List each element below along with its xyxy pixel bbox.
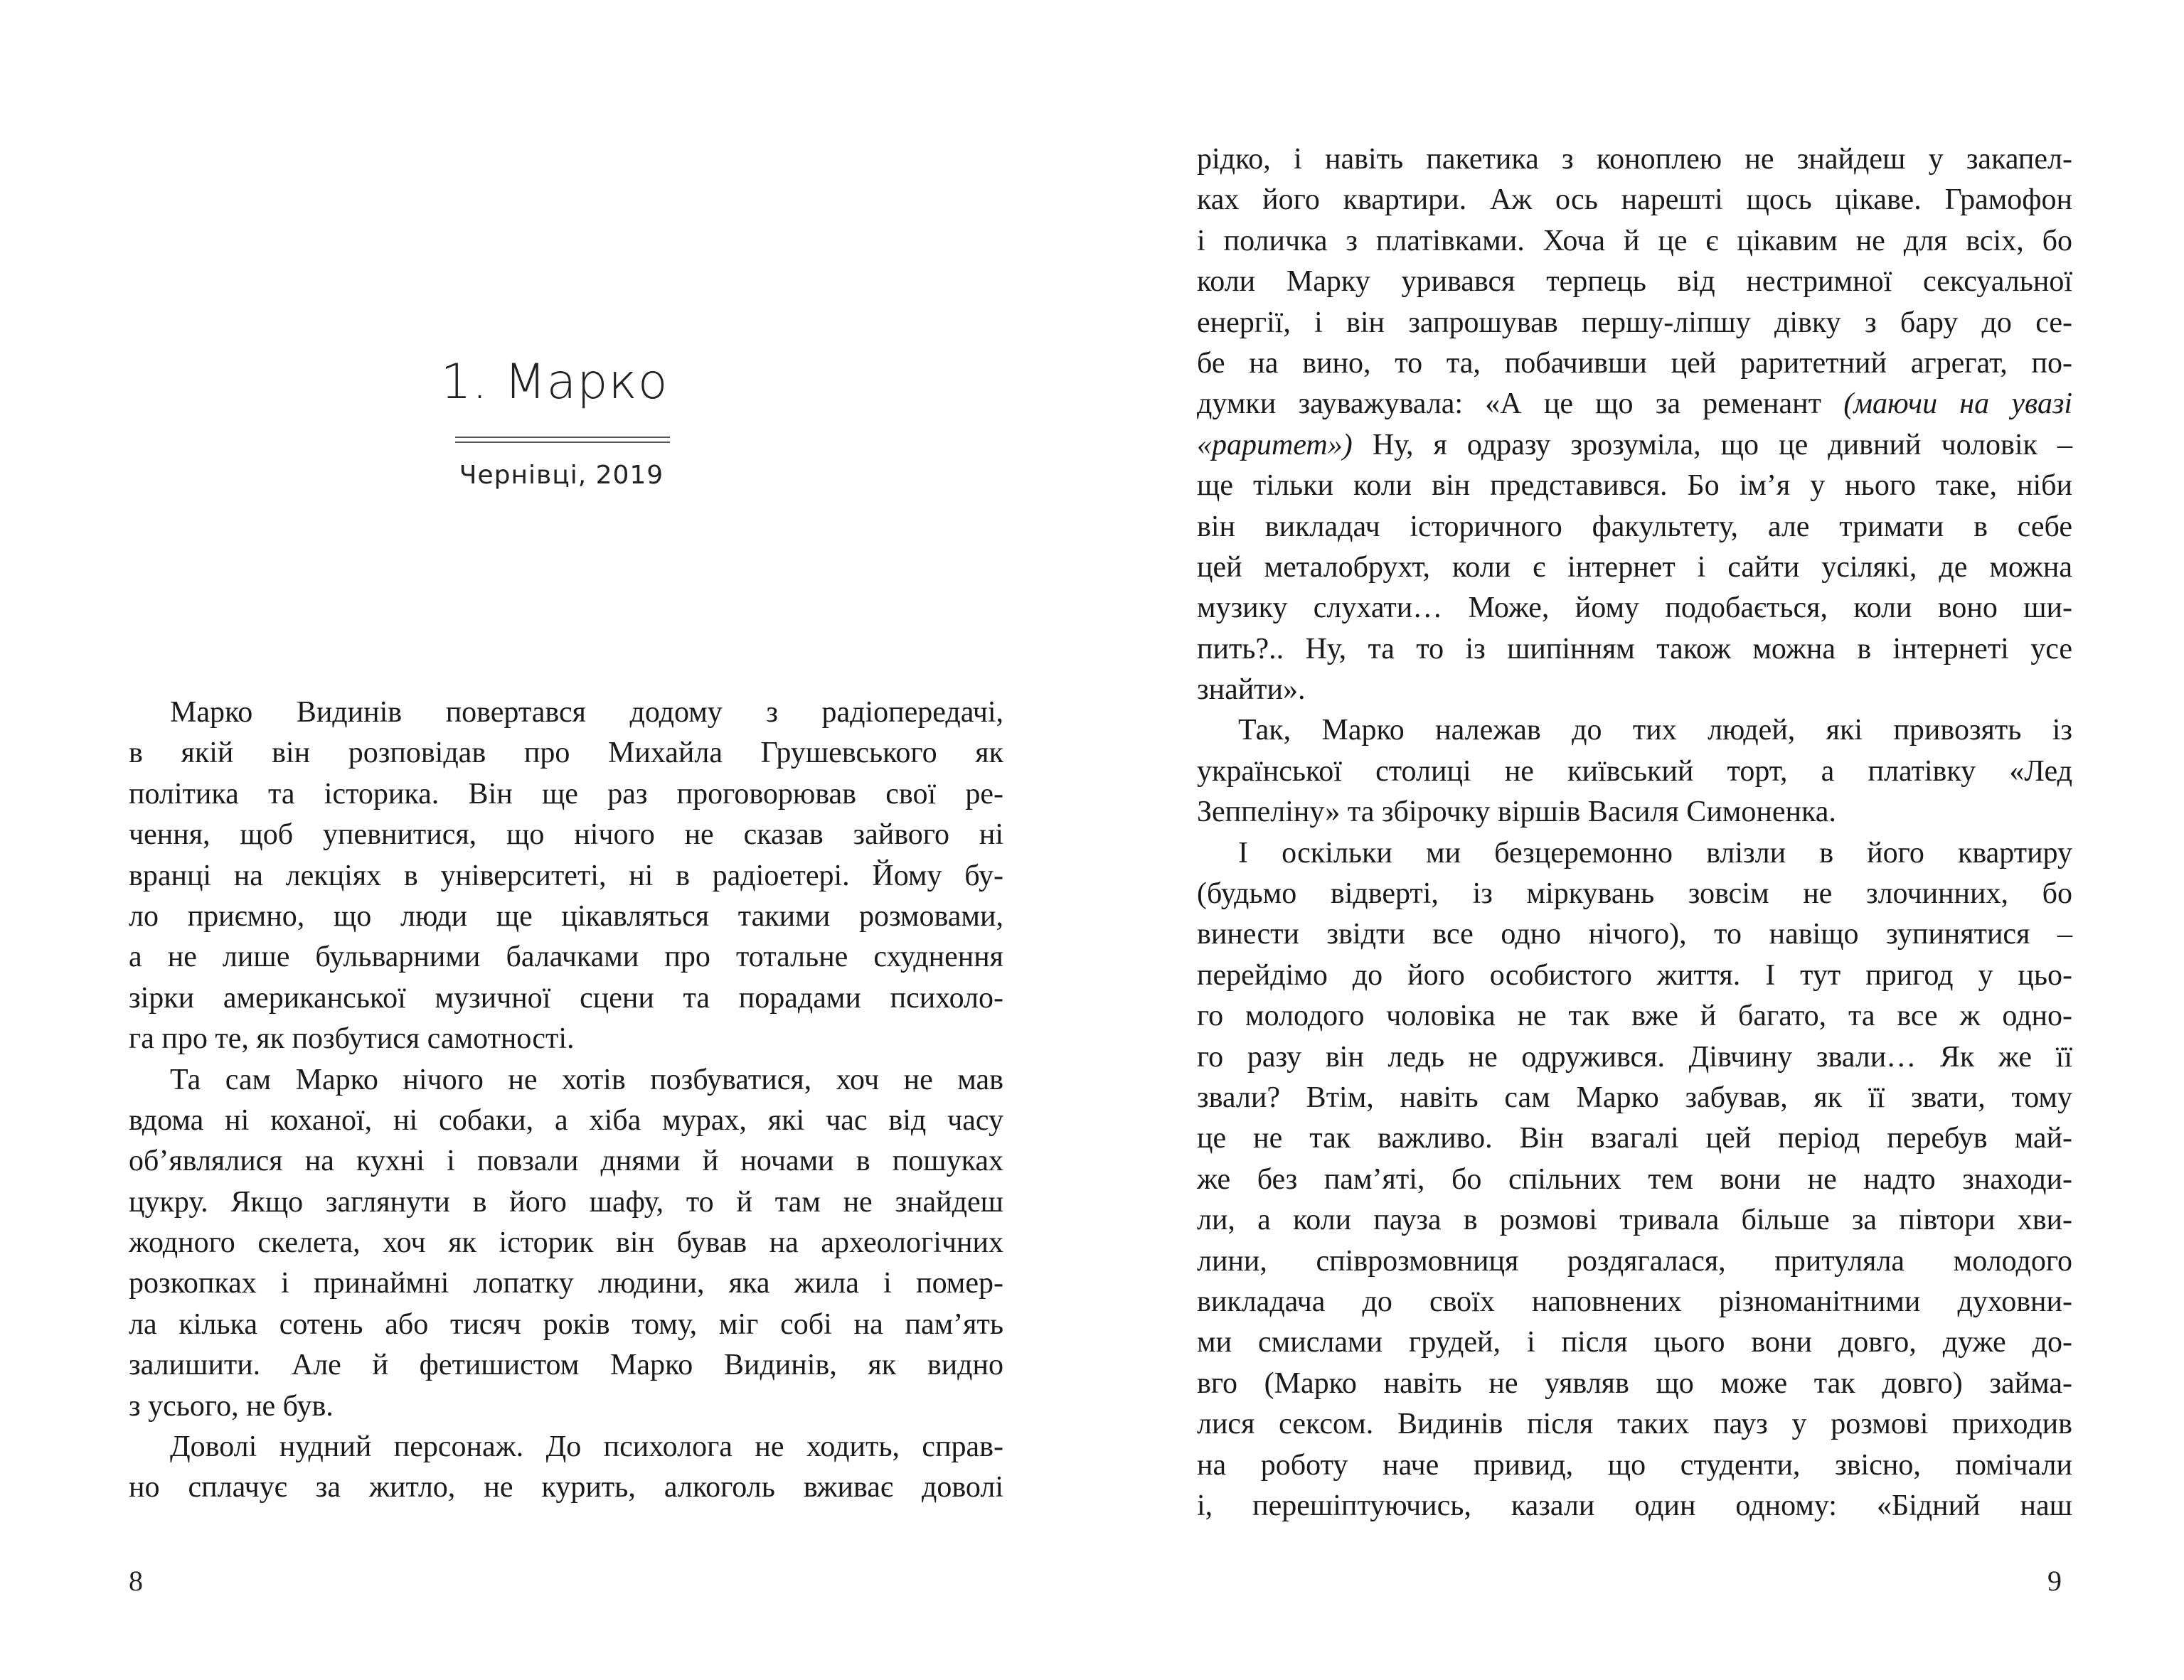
text-line: га про те, як позбутися самотності. [129, 1022, 575, 1056]
left-body-text [129, 692, 1003, 1509]
text-line: ми смислами грудей, і після цього вони довго, дуже до- [1197, 1326, 2072, 1359]
chapter-title: 1. Марко [440, 354, 668, 410]
text-line [1197, 384, 2072, 424]
paragraph [129, 1060, 1003, 1428]
text-line: на роботу наче привид, що студенти, звісно, помічали [1197, 1448, 2072, 1482]
page-number: 9 [2047, 1565, 2062, 1597]
text-line: же без пам’яті, бо спільних тем вони не надто знаходи- [1197, 1162, 2072, 1196]
text-line: енергії, і він запрошував першу-ліпшу дівку з бару до се- [1197, 306, 2072, 339]
italic-aside: (маючи на увазі [1843, 387, 2072, 421]
page-number: 8 [129, 1565, 143, 1597]
text-segment: думки зауважувала: «А це що за ременант [1197, 387, 1844, 421]
text-line: знайти». [1197, 673, 1306, 707]
text-line: Так, Марко належав до тих людей, які привозять із [1238, 714, 2072, 747]
text-line: І оскільки ми безцеремонно влізли в його квартиру [1238, 836, 2072, 870]
text-line: Та сам Марко нічого не хотів позбуватися, хоч не мав [170, 1063, 1003, 1096]
text-line: рідко, і навіть пакетика з коноплею не знайдеш у закапел- [1197, 143, 2072, 176]
text-line: української столиці не київський торт, а платівку «Лед [1197, 754, 2072, 788]
right-body-text [1197, 139, 2072, 1526]
paragraph [1197, 139, 2072, 710]
paragraph [129, 692, 1003, 1060]
text-line: вранці на лекціях в університеті, ні в радіоетері. Йому бу- [129, 859, 1003, 892]
text-line: (будьмо відверті, із міркувань зовсім не злочинних, бо [1197, 877, 2072, 911]
text-line: перейдімо до його особистого життя. І тут пригод у цьо- [1197, 958, 2072, 992]
text-line: Зеппеліну» та збірочку віршів Василя Симоненка. [1197, 796, 1836, 829]
text-line: ще тільки коли він представився. Бо ім’я у нього таке, ніби [1197, 469, 2072, 503]
title-double-rule [455, 437, 670, 443]
text-line: в якій він розповідав про Михайла Грушевського як [129, 737, 1003, 770]
text-line: жодного скелета, хоч як історик він бував на археологічних [129, 1226, 1003, 1260]
text-line: залишити. Але й фетишистом Марко Видинів, як видно [129, 1349, 1003, 1382]
text-segment: Ну, я одразу зрозуміла, що це дивний чоловік – [1352, 428, 2072, 461]
text-line: пить?.. Ну, та то із шипінням також можна в інтернеті усе [1197, 632, 2072, 665]
text-line: ла кілька сотень або тисяч років тому, міг собі на пам’ять [129, 1307, 1003, 1341]
text-line [1197, 425, 2072, 466]
text-line: го разу він ледь не одружився. Дівчину звали… Як же її [1197, 1040, 2072, 1074]
text-line: це не так важливо. Він взагалі цей період перебув май- [1197, 1122, 2072, 1155]
text-line: лися сексом. Видинів після таких пауз у розмові приходив [1197, 1408, 2072, 1441]
text-line: з усього, не був. [129, 1389, 334, 1423]
chapter-place-date: Чернівці, 2019 [459, 461, 664, 490]
text-line: го молодого чоловіка не так вже й багато, та все ж одно- [1197, 1000, 2072, 1033]
text-line: музику слухати… Може, йому подобається, коли воно ши- [1197, 592, 2072, 625]
text-line: і поличка з платівками. Хоча й це є цікавим не для всіх, бо [1197, 224, 2072, 257]
italic-aside: «раритет») [1197, 428, 1353, 461]
paragraph [1197, 710, 2072, 833]
text-line: винести звідти все одно нічого), то навіщо зупинятися – [1197, 918, 2072, 951]
text-line: зірки американської музичної сцени та порадами психоло- [129, 981, 1003, 1015]
text-line: і, перешіптуючись, казали один одному: «Бідний наш [1197, 1489, 2072, 1522]
text-line: Доволі нудний персонаж. До психолога не ходить, справ- [170, 1430, 1003, 1464]
text-line: звали? Втім, навіть сам Марко забував, як її звати, тому [1197, 1081, 2072, 1114]
text-line: чення, щоб упевнитися, що нічого не сказав зайвого ні [129, 818, 1003, 852]
text-line: но сплачує за житло, не курить, алкоголь вживає доволі [129, 1471, 1003, 1504]
text-line: він викладач історичного факультету, але тримати в себе [1197, 510, 2072, 543]
text-line: вго (Марко навіть не уявляв що може так довго) займа- [1197, 1366, 2072, 1400]
text-line: ло приємно, що люди ще цікавляться такими розмовами, [129, 899, 1003, 933]
text-line: коли Марку уривався терпець від нестримної сексуальної [1197, 265, 2072, 299]
paragraph [1197, 833, 2072, 1527]
paragraph [129, 1427, 1003, 1509]
text-line: політика та історика. Він ще раз проговорював свої ре- [129, 777, 1003, 810]
text-line: об’являлися на кухні і повзали днями й ночами в пошуках [129, 1145, 1003, 1178]
text-line: цей металобрухт, коли є інтернет і сайти усілякі, де можна [1197, 550, 2072, 584]
text-line: ли, а коли пауза в розмові тривала більше за півтори хви- [1197, 1204, 2072, 1237]
text-line: викладача до своїх наповнених різноманітними духовни- [1197, 1285, 2072, 1318]
text-line: а не лише бульварними балачками про тотальне схуднення [129, 941, 1003, 974]
text-line: вдома ні коханої, ні собаки, а хіба мурах, які час від часу [129, 1103, 1003, 1137]
right-page [1092, 0, 2184, 1680]
text-line: бе на вино, то та, побачивши цей раритетний агрегат, по- [1197, 346, 2072, 380]
text-line: лини, співрозмовниця роздягалася, притуляла молодого [1197, 1244, 2072, 1278]
text-line: Марко Видинів повертався додому з радіопередачі, [170, 696, 1003, 729]
text-line: ках його квартири. Аж ось нарешті щось цікаве. Грамофон [1197, 183, 2072, 217]
text-line: цукру. Якщо заглянути в його шафу, то й там не знайдеш [129, 1185, 1003, 1219]
text-line: розкопках і принаймні лопатку людини, яка жила і помер- [129, 1267, 1003, 1300]
